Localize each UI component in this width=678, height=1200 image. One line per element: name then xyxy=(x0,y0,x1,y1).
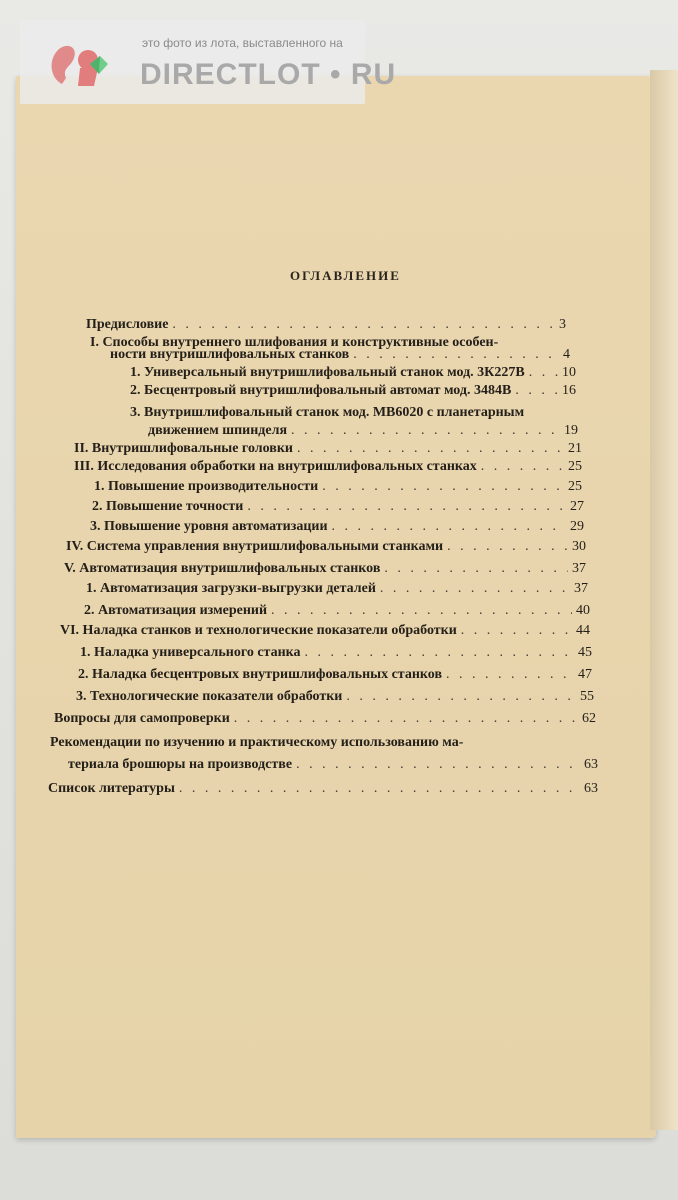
toc-leader xyxy=(172,316,555,334)
toc-entry-label: 2. Наладка бесцентровых внутришлифовальных станков xyxy=(78,667,443,682)
toc-entry-recommendations-line-2 xyxy=(68,756,598,774)
toc-entry-page: 45 xyxy=(578,645,592,660)
toc-entry-6-3 xyxy=(76,688,594,706)
toc-entry-6-2 xyxy=(78,666,592,684)
toc-entry-section-5 xyxy=(64,560,586,578)
toc-entry-page: 10 xyxy=(562,365,576,380)
toc-entry-page: 40 xyxy=(576,603,590,618)
toc-entry-page: 44 xyxy=(576,623,590,638)
toc-entry-page: 63 xyxy=(584,781,598,796)
toc-entry-page: 19 xyxy=(564,423,578,438)
toc-entry-page: 27 xyxy=(570,499,584,514)
toc-leader xyxy=(305,644,574,662)
toc-leader xyxy=(353,346,559,364)
toc-entry-page: 29 xyxy=(570,519,584,534)
toc-leader xyxy=(446,666,574,684)
toc-entry-references xyxy=(48,780,598,798)
toc-entry-label: 1. Универсальный внутришлифовальный станок мод. 3К227В xyxy=(130,365,525,380)
toc-entry-6-1 xyxy=(80,644,592,662)
toc-entry-label: движением шпинделя xyxy=(148,423,288,438)
toc-entry-page: 55 xyxy=(580,689,594,704)
toc-entry-section-1-line-2 xyxy=(110,346,570,364)
toc-leader xyxy=(461,622,572,640)
toc-entry-label: 2. Автоматизация измерений xyxy=(84,603,268,618)
watermark-tagline: это фото из лота, выставленного на xyxy=(142,36,343,50)
toc-entry-3-1 xyxy=(94,478,582,496)
toc-leader xyxy=(179,780,580,798)
toc-entry-5-1 xyxy=(86,580,588,598)
toc-entry-page: 37 xyxy=(572,561,586,576)
toc-entry-label: ности внутришлифовальных станков xyxy=(110,347,350,362)
toc-leader xyxy=(297,440,564,458)
toc-entry-5-2 xyxy=(84,602,590,620)
toc-leader xyxy=(529,364,558,382)
toc-entry-label: 1. Повышение производительности xyxy=(94,479,319,494)
toc-entry-label: Список литературы xyxy=(48,781,175,796)
toc-entry-label: VI. Наладка станков и технологические показатели обработки xyxy=(60,623,457,638)
toc-entry-label: 2. Бесцентровый внутришлифовальный автомат мод. 3484В xyxy=(130,383,512,398)
toc-entry-page: 37 xyxy=(574,581,588,596)
toc-entry-section-2 xyxy=(74,440,582,458)
toc-entry-label: 2. Повышение точности xyxy=(92,499,244,514)
toc-leader xyxy=(234,710,578,728)
toc-entry-label: III. Исследования обработки на внутришлифовальных станках xyxy=(74,459,477,474)
toc-entry-label: 3. Внутришлифовальный станок мод. МВ6020 с планетарным xyxy=(130,405,525,420)
watermark-brand: DIRECTLOT • RU xyxy=(140,58,397,91)
toc-entry-page: 16 xyxy=(562,383,576,398)
toc-leader xyxy=(322,478,564,496)
toc-leader xyxy=(380,580,570,598)
toc-entry-section-6 xyxy=(60,622,590,640)
toc-entry-label: 1. Наладка универсального станка xyxy=(80,645,301,660)
toc-entry-page: 4 xyxy=(563,347,570,362)
toc-entry-3-2 xyxy=(92,498,584,516)
toc-leader xyxy=(447,538,568,556)
toc-leader xyxy=(515,382,558,400)
toc-entry-1-2 xyxy=(130,382,576,400)
toc-entry-preface xyxy=(86,316,566,334)
toc-entry-page: 21 xyxy=(568,441,582,456)
toc-entry-label: Рекомендации по изучению и практическому использованию ма- xyxy=(50,735,464,750)
toc-title: ОГЛАВЛЕНИЕ xyxy=(290,268,401,283)
toc-entry-recommendations-line-1 xyxy=(50,734,598,752)
toc-entry-label: I. Способы внутреннего шлифования и конструктивные особен- xyxy=(90,335,499,350)
toc-entry-3-3 xyxy=(90,518,584,536)
toc-entry-page: 25 xyxy=(568,459,582,474)
toc-entry-section-4 xyxy=(66,538,586,556)
toc-entry-self-check xyxy=(54,710,596,728)
toc-entry-1-1 xyxy=(130,364,576,382)
toc-leader xyxy=(332,518,566,536)
toc-entry-page: 62 xyxy=(582,711,596,726)
toc-entry-label: 3. Повышение уровня автоматизации xyxy=(90,519,328,534)
toc-leader xyxy=(247,498,566,516)
toc-entry-1-3-line-1 xyxy=(130,404,576,422)
toc-entry-page: 30 xyxy=(572,539,586,554)
toc-entry-page: 63 xyxy=(584,757,598,772)
toc-entry-label: II. Внутришлифовальные головки xyxy=(74,441,293,456)
toc-entry-label: Предисловие xyxy=(86,317,169,332)
toc-leader xyxy=(296,756,580,774)
toc-entry-label: териала брошюры на производстве xyxy=(68,757,293,772)
toc-entry-label: 1. Автоматизация загрузки-выгрузки деталей xyxy=(86,581,376,596)
toc-entry-page: 25 xyxy=(568,479,582,494)
toc-leader xyxy=(271,602,572,620)
toc-entry-page: 47 xyxy=(578,667,592,682)
toc-leader xyxy=(481,458,564,476)
toc-entry-label: V. Автоматизация внутришлифовальных станков xyxy=(64,561,381,576)
toc-entry-page: 3 xyxy=(559,317,566,332)
toc-entry-label: IV. Система управления внутришлифовальными станками xyxy=(66,539,444,554)
toc-leader xyxy=(384,560,568,578)
toc-entry-label: 3. Технологические показатели обработки xyxy=(76,689,343,704)
toc-entry-label: Вопросы для самопроверки xyxy=(54,711,230,726)
toc-entry-section-3 xyxy=(74,458,582,476)
toc-leader xyxy=(291,422,560,440)
toc-leader xyxy=(346,688,576,706)
toc-entry-1-3-line-2 xyxy=(148,422,578,440)
